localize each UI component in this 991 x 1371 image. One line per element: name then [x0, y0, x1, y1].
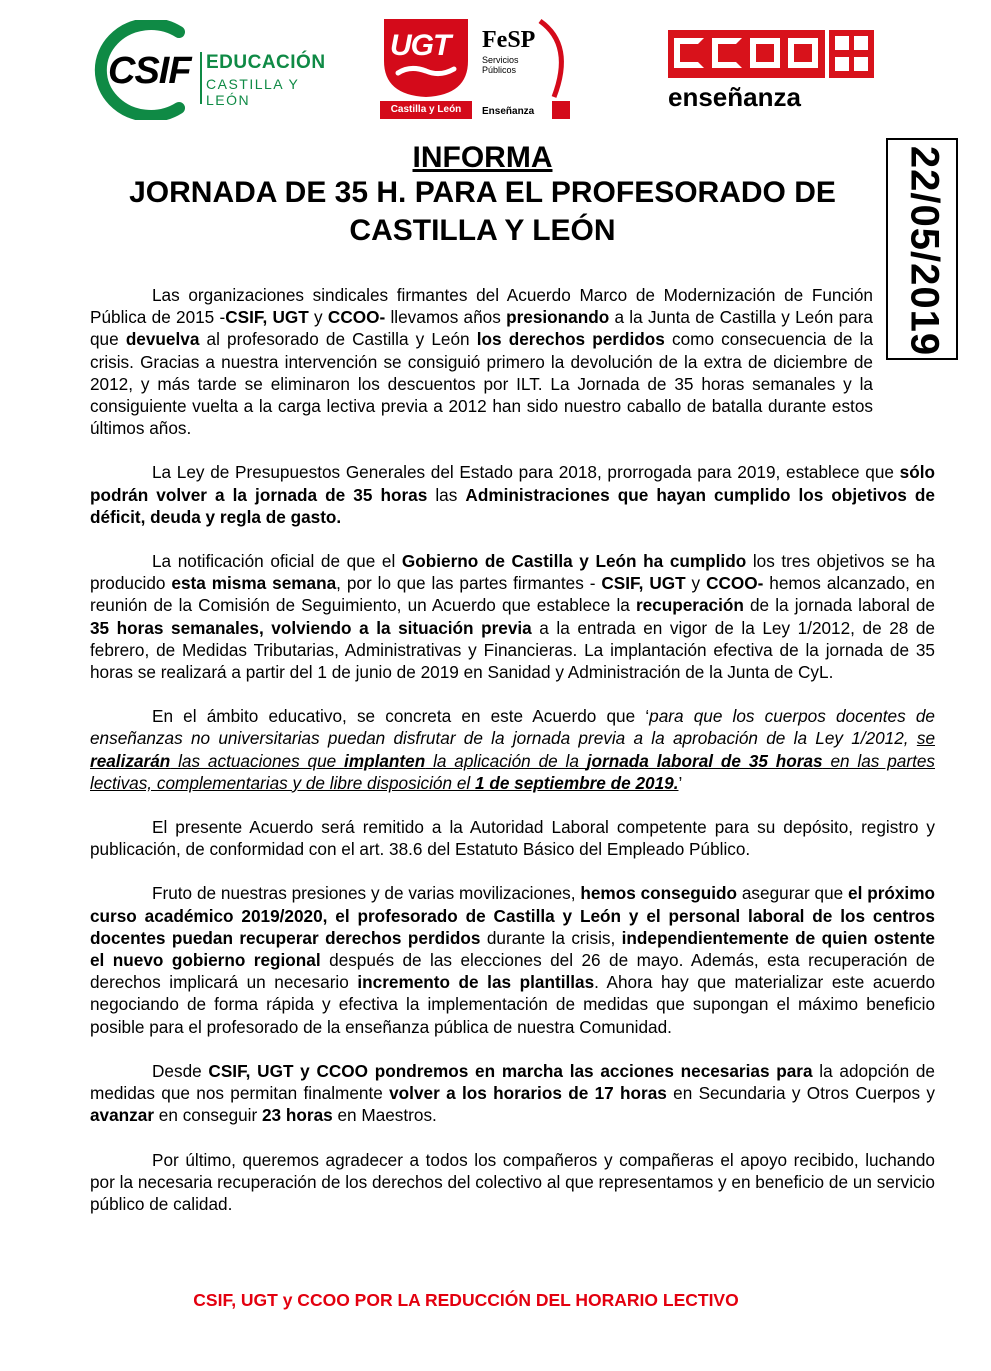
ccoo-sector-label: enseñanza	[668, 82, 801, 112]
paragraph-5: El presente Acuerdo será remitido a la Autoridad Laboral competente para su depósito, registro y publicación, de conformidad con el art. 38.6 del Estatuto Básico del Empleado Público.	[90, 817, 935, 860]
paragraph-7: Desde CSIF, UGT y CCOO pondremos en marcha las acciones necesarias para la adopción de medidas que nos permitan finalmente volver a los horarios de 17 horas en Secundaria y Otros Cuerpos y avanzar en conseguir 23 horas en Maestros.	[90, 1060, 935, 1126]
ccoo-logo	[668, 30, 874, 112]
csif-logo	[84, 20, 344, 120]
ugt-sector-label: Enseñanza	[482, 106, 535, 117]
ugt-region-label: Castilla y León	[380, 101, 472, 119]
ccoo-wordmark-icon	[668, 30, 825, 78]
fesp-subtitle	[482, 55, 519, 75]
csif-wordmark: CSIF	[108, 50, 191, 92]
title-line-1: JORNADA DE 35 H. PARA EL PROFESORADO DE	[129, 176, 836, 209]
title-informa: INFORMA	[412, 141, 553, 174]
document-body	[90, 284, 935, 1215]
paragraph-6: Fruto de nuestras presiones y de varias movilizaciones, hemos conseguido asegurar que el próximo curso académico 2019/2020, el profesorado de Castilla y León y el personal laboral de los centros docentes puedan recuperar derechos perdidos durante la crisis, independientemente de quien ostente el nuevo gobierno regional después de las elecciones del 26 de mayo. Además, esta recuperación de derechos implicará un necesario incremento de las plantillas. Ahora hay que materializar este acuerdo negociando de forma rápida y efectiva la implementación de medidas que supongan el máximo beneficio posible para el profesorado de la enseñanza pública de nuestra Comunidad.	[90, 883, 936, 1037]
fesp-wordmark: FeSP	[482, 27, 536, 53]
closing-slogan: CSIF, UGT y CCOO POR LA REDUCCIÓN DEL HORARIO LECTIVO	[193, 1290, 739, 1310]
paragraph-2: La Ley de Presupuestos Generales del Estado para 2018, prorrogada para 2019, establece que sólo podrán volver a la jornada de 35 horas las Administraciones que hayan cumplido los objetivos de déficit, deuda y regla de gasto.	[90, 462, 935, 527]
paragraph-1: Las organizaciones sindicales firmantes del Acuerdo Marco de Modernización de Función Pública de 2015 -CSIF, UGT y CCOO- llevamos años presionando a la Junta de Castilla y León para que devuelva al profesorado de Castilla y León los derechos perdidos como consecuencia de la crisis. Gracias a nuestra intervención se consiguió primero la devolución de la extra de diciembre de 2012, y más tarde se eliminaron los descuentos por ILT. La Jornada de 35 horas semanales y la consiguiente vuelta a la carga lectiva previa a 2012 han sido nuestro caballo de batalla durante estos últimos años.	[90, 285, 874, 439]
ugt-wordmark: UGT	[390, 29, 451, 62]
page-title	[90, 142, 875, 250]
paragraph-4-quote: En el ámbito educativo, se concreta en este Acuerdo que ‘para que los cuerpos docentes de enseñanzas no universitarias puedan disfrutar de la jornada previa a la aprobación de la Ley 1/2012, se realizarán las actuaciones que implanten la aplicación de la jornada laboral de 35 horas en las partes lectivas, complementarias y de libre disposición el 1 de septiembre de 2019.’	[90, 706, 936, 793]
csif-region-label: CASTILLA Y LEÓN	[206, 76, 300, 108]
csif-education-label: EDUCACIÓN	[206, 52, 326, 73]
document-date: 22/05/2019	[902, 145, 947, 357]
ugt-logo	[380, 15, 580, 123]
fesp-subtitle-line1: Servicios	[482, 55, 519, 65]
paragraph-8: Por último, queremos agradecer a todos los compañeros y compañeras el apoyo recibido, luchando por la necesaria recuperación de los derechos del colectivo al que representamos y en beneficio de un servicio público de calidad.	[90, 1149, 935, 1214]
paragraph-3: La notificación oficial de que el Gobierno de Castilla y León ha cumplido los tres objetivos se ha producido esta misma semana, por lo que las partes firmantes - CSIF, UGT y CCOO- hemos alcanzado, en reunión de la Comisión de Seguimiento, un Acuerdo que establece la recuperación de la jornada laboral de 35 horas semanales, volviendo a la situación previa a la entrada en vigor de la Ley 1/2012, de 28 de febrero, de Medidas Tributarias, Administrativas y Financieras. La implantación efectiva de la jornada de 35 horas se realizará a partir del 1 de junio de 2019 en Sanidad y Administración de la Junta de CyL.	[90, 551, 935, 683]
csif-separator	[200, 52, 202, 104]
title-line-2: CASTILLA Y LEÓN	[349, 214, 616, 247]
ugt-square-icon	[552, 101, 570, 119]
fesp-subtitle-line2: Públicos	[482, 65, 517, 75]
castilla-leon-shield-icon	[829, 30, 874, 78]
logo-header	[0, 0, 991, 125]
